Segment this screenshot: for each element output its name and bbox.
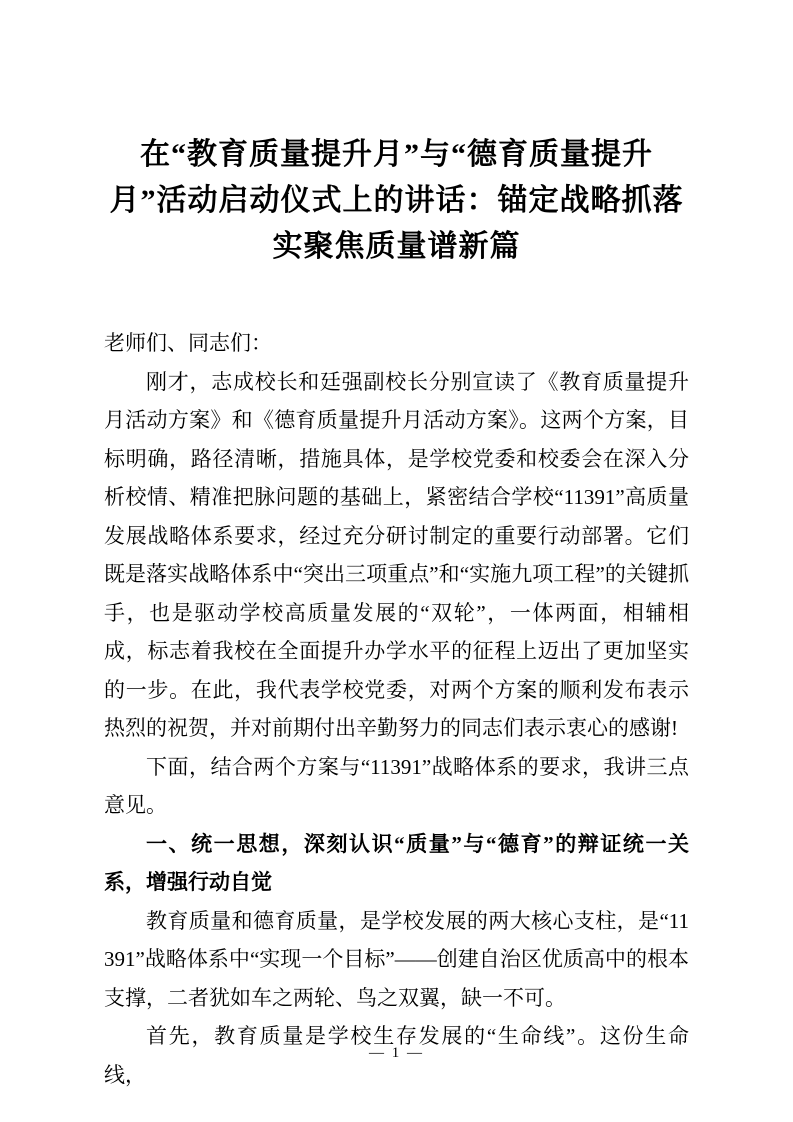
paragraph: 下面，结合两个方案与“11391”战略体系的要求，我讲三点意见。 bbox=[104, 754, 689, 817]
section-heading: 一、统一思想，深刻认识“质量”与“德育”的辩证统一关系，增强行动自觉 bbox=[104, 831, 689, 894]
document-body bbox=[104, 324, 689, 1094]
page-number: — 1 — bbox=[369, 1045, 424, 1061]
document-title: 在“教育质量提升月”与“德育质量提升月”活动启动仪式上的讲话：锚定战略抓落实聚焦质量谱新篇 bbox=[109, 138, 684, 263]
paragraph: 刚才，志成校长和廷强副校长分别宣读了《教育质量提升月活动方案》和《德育质量提升月活动方案》。这两个方案，目标明确，路径清晰，措施具体，是学校党委和校委会在深入分析校情、精准把脉问题的基础上，紧密结合学校“11391”高质量发展战略体系要求，经过充分研讨制定的重要行动部署。它们既是落实战略体系中“突出三项重点”和“实施九项工程”的关键抓手，也是驱动学校高质量发展的“双轮”，一体两面，相辅相成，标志着我校在全面提升办学水平的征程上迈出了更加坚实的一步。在此，我代表学校党委，对两个方案的顺利发布表示热烈的祝贺，并对前期付出辛勤努力的同志们表示衷心的感谢! bbox=[104, 369, 689, 740]
paragraph: 首先，教育质量是学校生存发展的“生命线”。这份生命线， bbox=[104, 1024, 689, 1087]
paragraph: 教育质量和德育质量，是学校发展的两大核心支柱，是“11391”战略体系中“实现一个目标”——创建自治区优质高中的根本支撑，二者犹如车之两轮、鸟之双翼，缺一不可。 bbox=[104, 908, 689, 1010]
salutation-line: 老师们、同志们： bbox=[104, 331, 272, 355]
